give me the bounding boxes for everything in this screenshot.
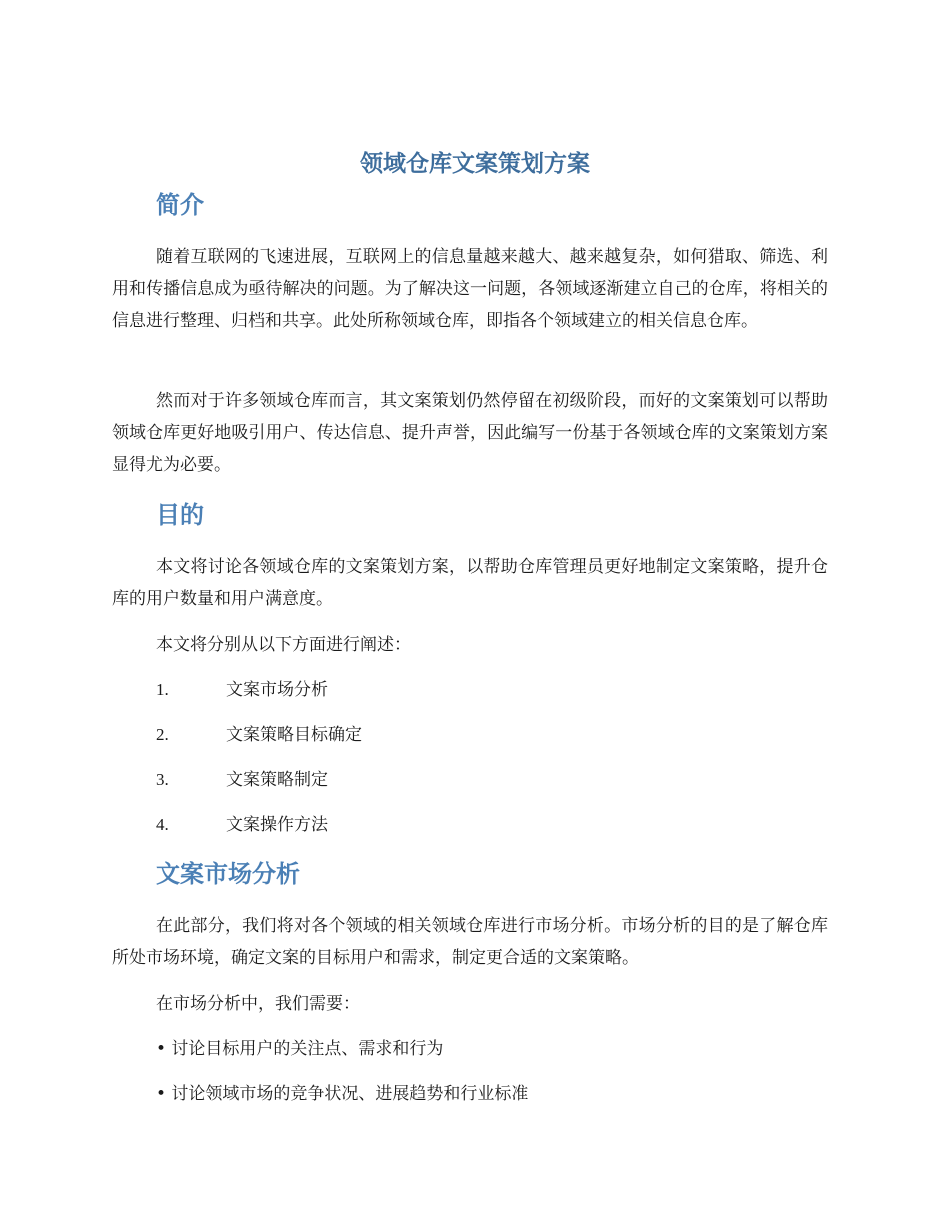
list-item-number: 4.	[156, 815, 169, 834]
list-item-text: 文案操作方法	[226, 815, 328, 835]
bullet-item: • 讨论领域市场的竞争状况、进展趋势和行业标准	[156, 1084, 529, 1104]
bullet-item: • 讨论目标用户的关注点、需求和行为	[156, 1039, 444, 1059]
list-item-text: 文案策略目标确定	[226, 725, 362, 745]
list-item	[156, 809, 328, 841]
list-item-number: 3.	[156, 770, 169, 789]
list-item-number: 2.	[156, 725, 169, 744]
intro-paragraph-1: 随着互联网的飞速进展，互联网上的信息量越来越大、越来越复杂，如何猎取、筛选、利用和传播信息成为亟待解决的问题。为了解决这一问题，各领域逐渐建立自己的仓库，将相关的信息进行整理、归档和共享。此处所称领域仓库，即指各个领域建立的相关信息仓库。	[112, 247, 828, 331]
list-item	[156, 674, 328, 706]
list-item-text: 文案策略制定	[226, 770, 328, 790]
document-title: 领域仓库文案策划方案	[360, 151, 590, 177]
section-heading-market: 文案市场分析	[156, 860, 300, 888]
list-item	[156, 764, 328, 796]
list-item-text: 文案市场分析	[226, 680, 328, 700]
section-heading-intro: 简介	[156, 191, 204, 219]
intro-paragraph-2: 然而对于许多领域仓库而言，其文案策划仍然停留在初级阶段，而好的文案策划可以帮助领域仓库更好地吸引用户、传达信息、提升声誉，因此编写一份基于各领域仓库的文案策划方案显得尤为必要。	[112, 391, 828, 475]
list-item-number: 1.	[156, 680, 169, 699]
purpose-paragraph: 本文将讨论各领域仓库的文案策划方案，以帮助仓库管理员更好地制定文案策略，提升仓库的用户数量和用户满意度。	[112, 557, 828, 609]
list-item	[156, 719, 362, 751]
purpose-list-intro: 本文将分别从以下方面进行阐述：	[156, 635, 411, 655]
market-paragraph: 在此部分，我们将对各个领域的相关领域仓库进行市场分析。市场分析的目的是了解仓库所处市场环境，确定文案的目标用户和需求，制定更合适的文案策略。	[112, 916, 828, 968]
market-list-intro: 在市场分析中，我们需要：	[156, 994, 360, 1014]
section-heading-purpose: 目的	[156, 501, 204, 529]
